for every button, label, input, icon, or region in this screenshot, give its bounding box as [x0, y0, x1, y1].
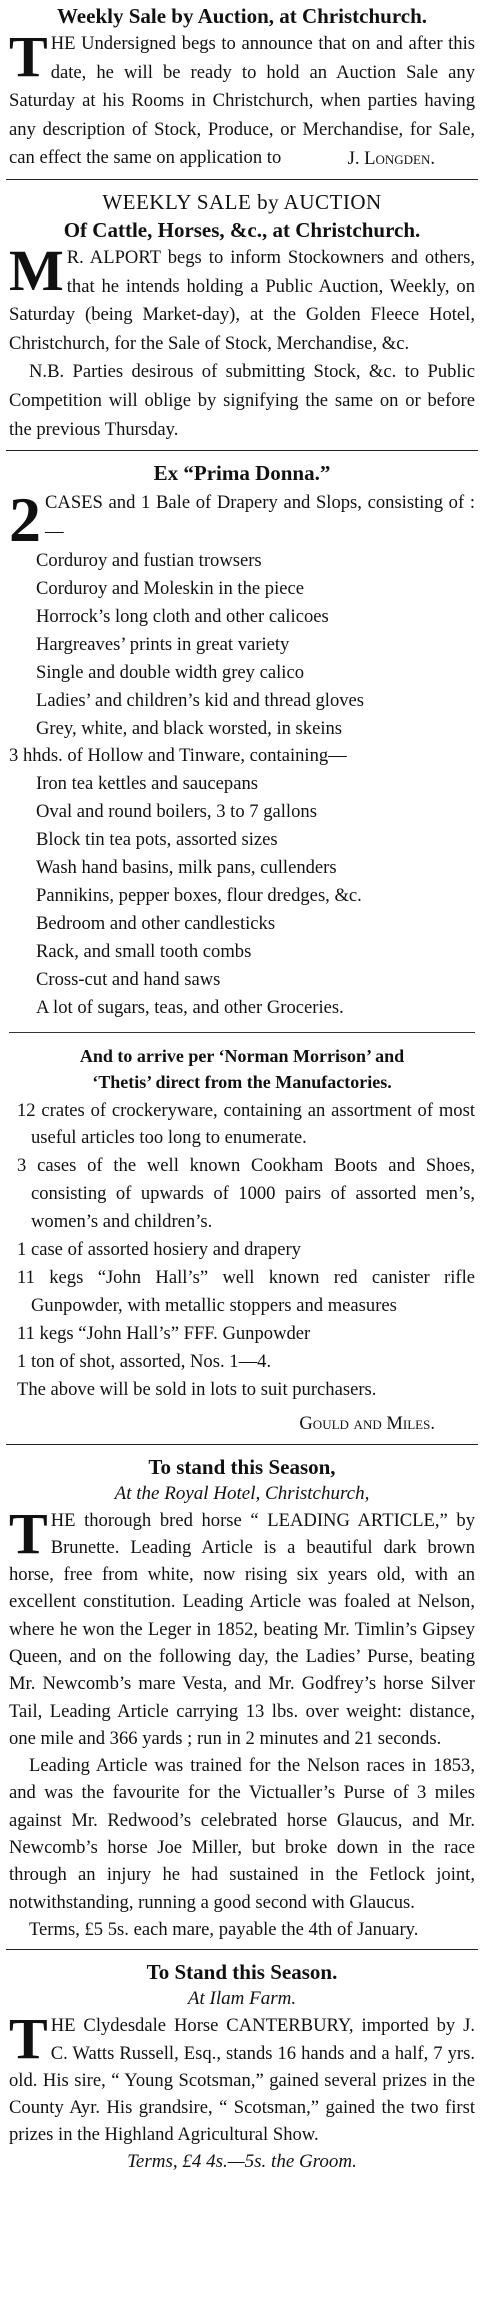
list-item: Iron tea kettles and saucepans [36, 773, 258, 795]
list-item: Corduroy and fustian trowsers [36, 550, 262, 572]
divider [9, 1032, 475, 1033]
ad4-heading: To stand this Season, [148, 1454, 336, 1479]
ad2-heading-2: Of Cattle, Horses, &c., at Christchurch. [63, 217, 421, 242]
list-item: Block tin tea pots, assorted sizes [36, 829, 278, 851]
divider [6, 179, 478, 180]
ad5-terms: Terms, £4 4s.—5s. the Groom. [127, 2150, 357, 2172]
list-item: Wash hand basins, milk pans, cullenders [36, 857, 337, 879]
list-item: A lot of sugars, teas, and other Groceries. [36, 996, 344, 1018]
ad2-nb: N.B. Parties desirous of submitting Stock, &c. to Public Competition will oblige by signifying the same on or before the previous Thursday. [9, 361, 475, 440]
ad4-para-1: THE thorough bred horse “ LEADING ARTICLE,” by Brunette. Leading Article is a beautiful dark brown horse, free from white, now rising six years old, with an excellent constitution. Leading Article was foaled at Nelson, where he won the Leger in 1852, beating Mr. Timlin’s Gipsey Queen, and on the following day, the Ladies’ Purse, beating Mr. Newcomb’s mare Vesta, and Mr. Godfrey’s horse Silver Tail, Leading Article carrying 13 lbs. over weight: distance, one mile and 366 yards ; run in 2 minutes and 21 seconds. [9, 1500, 475, 1749]
divider [6, 450, 478, 451]
ad1-body: THE Undersigned begs to announce that on and after this date, he will be ready to hold an Auction Sale any Saturday at his Rooms in Christchurch, when parties having any description of Stock, Produce, or Merchandise, for Sale, can effect the same on application to [9, 24, 475, 169]
ad3-hollow-line: 3 hhds. of Hollow and Tinware, containing— [9, 745, 347, 767]
ad3-subhead-1: And to arrive per ‘Norman Morrison’ and [79, 1045, 405, 1066]
ad-canterbury [6, 1958, 478, 2174]
ad-weekly-sale-longden [6, 2, 478, 173]
ad3-signature: Gould and Miles. [299, 1412, 435, 1434]
ad2-body: MR. ALPORT begs to inform Stockowners and others, that he intends holding a Public Auction, Weekly, on Saturday (being Market-day), at the Golden Fleece Hotel, Christchurch, for the Sale of Stock, Merchandise, &c. [9, 237, 475, 354]
ad1-signature: J. Longden. [347, 147, 435, 169]
ad3-drapery-list [9, 547, 475, 1021]
ad3-intro-block [9, 484, 475, 556]
ad4-para-2: Leading Article was trained for the Nelson races in 1853, and was the favourite for the Victualler’s Purse of 3 miles against Mr. Redwood’s celebrated horse Glaucus, and Mr. Newcomb’s horse Joe Miller, but broke down in the race through an injury he had sustained in the Fetlock joint, notwithstanding, running a good second with Glaucus. [9, 1755, 475, 1913]
ad-prima-donna [6, 459, 478, 1437]
newspaper-column [6, 0, 478, 2301]
list-item: 12 crates of crockeryware, containing an assortment of most useful articles too long to enumerate. [17, 1099, 475, 1149]
ad5-body: THE Clydesdale Horse CANTERBURY, imported by J. C. Watts Russell, Esq., stands 16 hands and a half, 7 yrs. old. His sire, “ Young Scotsman,” gained several prizes in the County Ayr. His grandsire, “ Scotsman,” gained the two first prizes in the Highland Agricultural Show. [9, 2006, 475, 2146]
ad3-heading: Ex “Prima Donna.” [153, 461, 331, 486]
list-item: Ladies’ and children’s kid and thread gloves [36, 689, 365, 711]
list-item: 11 kegs “John Hall’s” FFF. Gunpowder [17, 1322, 311, 1344]
list-item: Grey, white, and black worsted, in skeins [36, 717, 343, 739]
list-item: Corduroy and Moleskin in the piece [36, 578, 305, 600]
ad3-dropcap: 2 [9, 484, 41, 556]
list-item: Single and double width grey calico [36, 661, 304, 683]
list-item: 1 ton of shot, assorted, Nos. 1—4. [17, 1350, 272, 1372]
ad3-arrivals-list [9, 1097, 475, 1404]
list-item: 3 cases of the well known Cookham Boots and Shoes, consisting of upwards of 1000 pairs of assorted men’s, women’s and children’s. [17, 1155, 475, 1233]
list-item: Hargreaves’ prints in great variety [36, 633, 290, 655]
ad5-subheading: At Ilam Farm. [187, 1988, 297, 2010]
ad1-heading: Weekly Sale by Auction, at Christchurch. [56, 4, 428, 28]
ad3-intro: CASES and 1 Bale of Drapery and Slops, consisting of :— [45, 492, 475, 542]
list-item: Oval and round boilers, 3 to 7 gallons [36, 801, 317, 823]
divider [6, 1949, 478, 1950]
list-item: Horrock’s long cloth and other calicoes [36, 605, 329, 627]
list-item: 1 case of assorted hosiery and drapery [17, 1239, 301, 1261]
list-item: Rack, and small tooth combs [36, 940, 252, 962]
ad2-heading-1: WEEKLY SALE by AUCTION [102, 189, 382, 214]
divider [6, 1444, 478, 1445]
ad-leading-article [6, 1453, 478, 1944]
ad-weekly-sale-alport [6, 188, 478, 444]
list-item: Cross-cut and hand saws [36, 968, 221, 990]
list-item: Bedroom and other candlesticks [36, 912, 276, 934]
ad5-heading: To Stand this Season. [146, 1960, 338, 1985]
list-item: The above will be sold in lots to suit purchasers. [17, 1378, 377, 1400]
ad4-subheading: At the Royal Hotel, Christchurch, [114, 1482, 370, 1504]
ad3-subhead-2: ‘Thetis’ direct from the Manufactories. [92, 1071, 392, 1092]
ad4-para-3: Terms, £5 5s. each mare, payable the 4th of January. [29, 1918, 419, 1940]
list-item: 11 kegs “John Hall’s” well known red canister rifle Gunpowder, with metallic stoppers and measures [17, 1266, 475, 1316]
list-item: Pannikins, pepper boxes, flour dredges, &c. [36, 885, 362, 906]
